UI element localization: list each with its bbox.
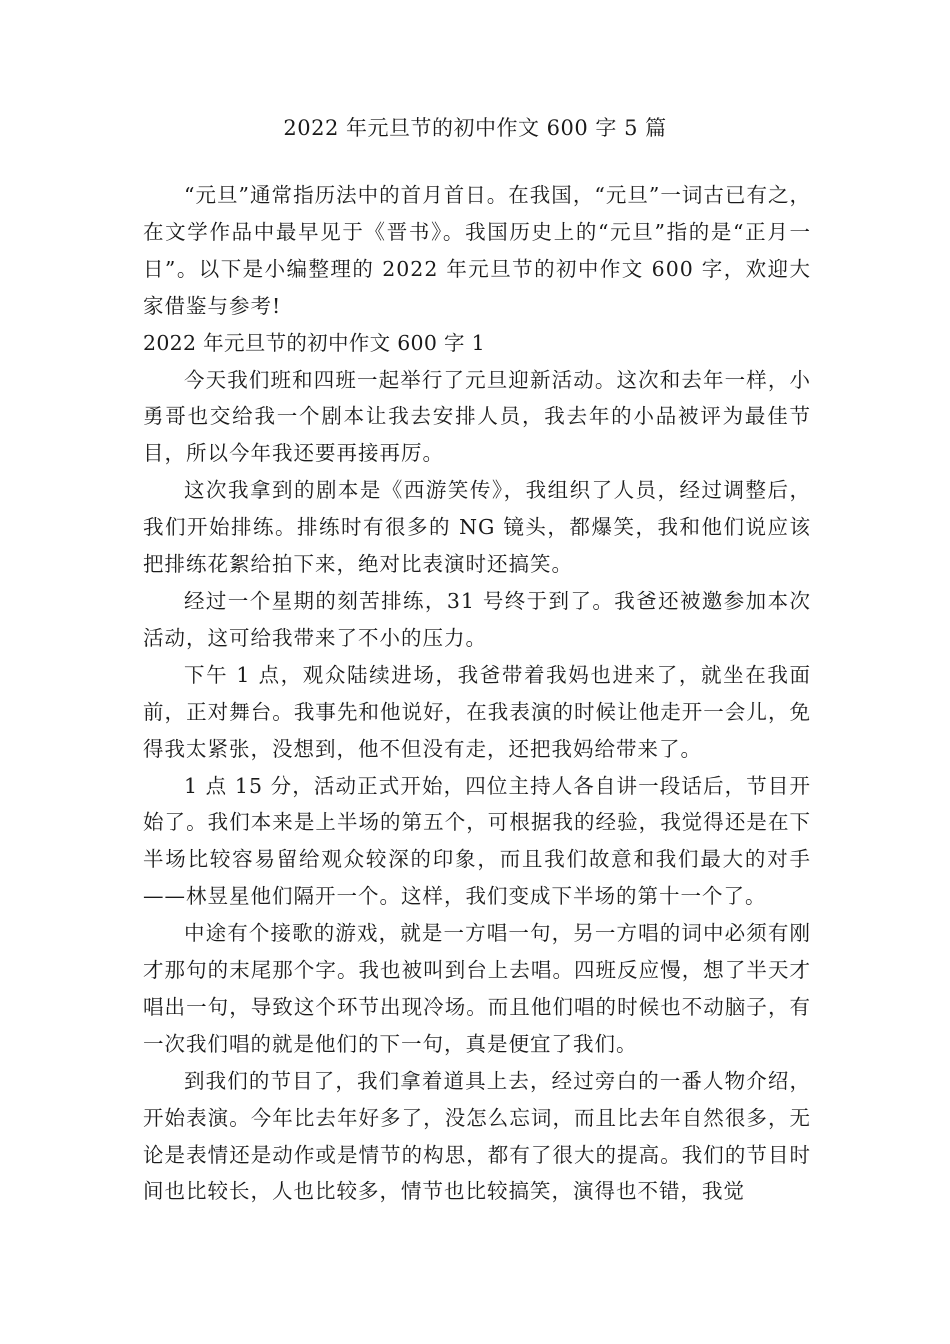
body-paragraph: 这次我拿到的剧本是《西游笑传》，我组织了人员，经过调整后，我们开始排练。排练时有很多的 NG 镜头，都爆笑，我和他们说应该把排练花絮给拍下来，绝对比表演时还搞笑。 [143, 478, 811, 577]
body-paragraph: 到我们的节目了，我们拿着道具上去，经过旁白的一番人物介绍，开始表演。今年比去年好多了，没怎么忘词，而且比去年自然很多，无论是表情还是动作或是情节的构思，都有了很大的提高。我们的节目时间也比较长，人也比较多，情节也比较搞笑，演得也不错，我觉 [143, 1068, 811, 1204]
intro-paragraph: “元旦”通常指历法中的首月首日。在我国，“元旦”一词古已有之，在文学作品中最早见于《晋书》。我国历史上的“元旦”指的是“正月一日”。以下是小编整理的 2022 年元旦节的初中作文 600 字，欢迎大家借鉴与参考! [143, 183, 811, 318]
document-title: 2022 年元旦节的初中作文 600 字 5 篇 [283, 116, 667, 140]
section-heading: 2022 年元旦节的初中作文 600 字 1 [143, 330, 486, 355]
document-body [143, 177, 811, 1210]
body-paragraph: 今天我们班和四班一起举行了元旦迎新活动。这次和去年一样，小勇哥也交给我一个剧本让我去安排人员，我去年的小品被评为最佳节目，所以今年我还要再接再厉。 [143, 367, 811, 466]
body-paragraph: 下午 1 点，观众陆续进场，我爸带着我妈也进来了，就坐在我面前，正对舞台。我事先和他说好，在我表演的时候让他走开一会儿，免得我太紧张，没想到，他不但没有走，还把我妈给带来了。 [143, 662, 811, 761]
body-paragraph: 1 点 15 分，活动正式开始，四位主持人各自讲一段话后，节目开始了。我们本来是上半场的第五个，可根据我的经验，我觉得还是在下半场比较容易留给观众较深的印象，而且我们故意和我们最大的对手——林昱星他们隔开一个。这样，我们变成下半场的第十一个了。 [143, 773, 811, 909]
body-paragraph: 中途有个接歌的游戏，就是一方唱一句，另一方唱的词中必须有刚才那句的末尾那个字。我也被叫到台上去唱。四班反应慢，想了半天才唱出一句，导致这个环节出现冷场。而且他们唱的时候也不动脑子，有一次我们唱的就是他们的下一句，真是便宜了我们。 [143, 921, 811, 1056]
body-paragraph: 经过一个星期的刻苦排练，31 号终于到了。我爸还被邀参加本次活动，这可给我带来了不小的压力。 [143, 588, 811, 650]
